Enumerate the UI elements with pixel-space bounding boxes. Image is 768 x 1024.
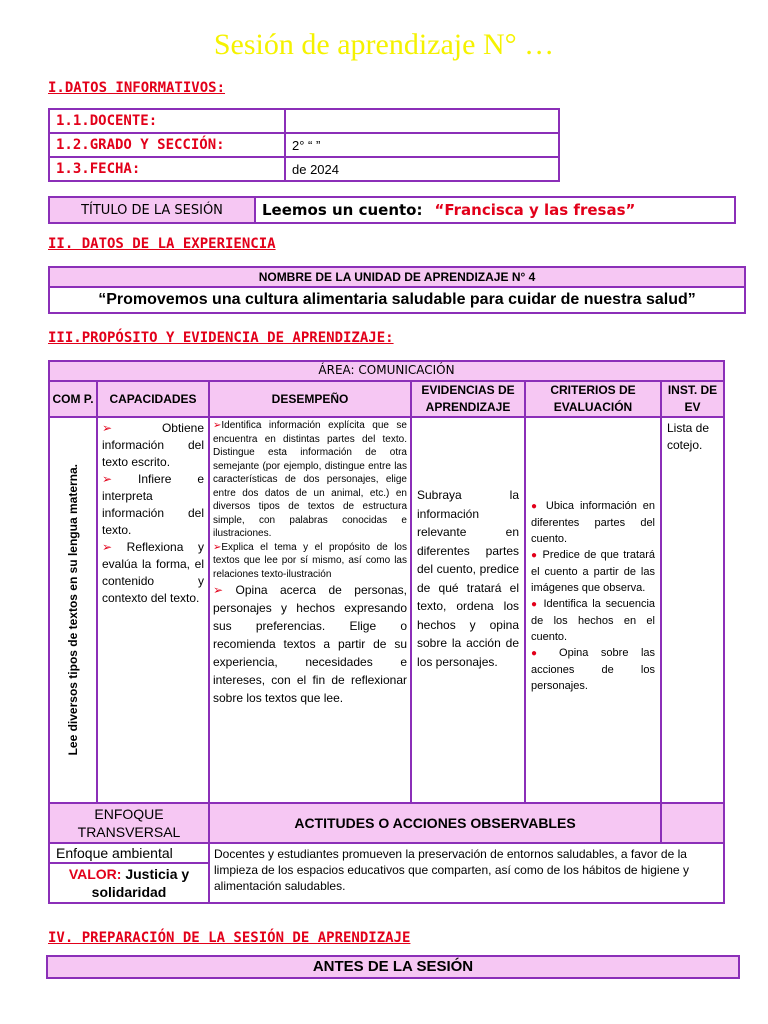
criterio-item: ● Opina sobre las acciones de los personajes. <box>531 647 656 692</box>
arrow-bullet-icon: ➢ <box>102 540 113 554</box>
arrow-bullet-icon: ➢ <box>213 541 222 553</box>
enfoque-header: ENFOQUE TRANSVERSAL <box>49 803 209 843</box>
session-title-value <box>256 198 734 222</box>
unidad-name: “Promovemos una cultura alimentaria saludable para cuidar de nuestra salud” <box>49 287 745 313</box>
arrow-bullet-icon: ➢ <box>102 472 113 486</box>
arrow-bullet-icon: ➢ <box>213 420 222 431</box>
section-heading-experiencia: II. DATOS DE LA EXPERIENCIA <box>48 236 276 252</box>
table-row <box>49 157 559 181</box>
desempeno-item: ➢Identifica información explícita que se encuentra en distintas partes del texto. Distingue esta información de otra semejante (por ejemplo, distingue entre las características de dos personajes, elige entre dos datos de un animal, etc.) en diversos tipos de textos de estructura simple, con palabras conocidas e ilustraciones. <box>213 420 407 539</box>
col-evidencias: EVIDENCIAS DE APRENDIZAJE <box>411 381 525 417</box>
criterio-item: ● Predice de que tratará el cuento a partir de las imágenes que observa. <box>531 549 655 594</box>
dot-bullet-icon: ● <box>531 501 540 512</box>
col-criterios: CRITERIOS DE EVALUACIÓN <box>525 381 661 417</box>
col-desempeno: DESEMPEÑO <box>209 381 411 417</box>
datos-value: 2° “ ” <box>285 133 559 157</box>
valor-label: VALOR: <box>68 866 122 882</box>
arrow-bullet-icon: ➢ <box>102 421 113 435</box>
session-title-name: “Francisca y las fresas” <box>434 201 636 219</box>
col-capacidades: CAPACIDADES <box>97 381 209 417</box>
session-title-lead: Leemos un cuento: <box>262 201 423 219</box>
capacidad-item: ➢ Obtiene información del texto escrito. <box>102 421 204 469</box>
desempeno-item: ➢Explica el tema y el propósito de los textos que lee por sí mismo, así como las relaciones texto-ilustración <box>213 541 407 580</box>
session-title-label: TÍTULO DE LA SESIÓN <box>50 198 256 222</box>
unidad-header: NOMBRE DE LA UNIDAD DE APRENDIZAJE N° 4 <box>49 267 745 287</box>
dot-bullet-icon: ● <box>531 550 539 561</box>
dot-bullet-icon: ● <box>531 648 547 659</box>
page-title: Sesión de aprendizaje N° … <box>213 28 555 61</box>
capacidad-item: ➢ Reflexiona y evalúa la forma, el contenido y contexto del texto. <box>102 540 204 605</box>
datos-label: 1.3.FECHA: <box>49 157 285 181</box>
desempeno-item: ➢ Opina acerca de personas, personajes y hechos expresando sus preferencias. Elige o recomienda textos a partir de su experiencia, necesidades e intereses, con el fin de reflexionar sobre los textos que lee. <box>213 583 407 705</box>
enfoque-name: Enfoque ambiental <box>49 843 209 863</box>
col-inst: INST. DE EV <box>661 381 724 417</box>
capacidad-item: ➢ Infiere e interpreta información del texto. <box>102 472 204 537</box>
criterio-item: ● Ubica información en diferentes partes del cuento. <box>531 500 655 545</box>
valor-value: Justicia y solidaridad <box>91 866 190 900</box>
datos-table <box>48 108 560 182</box>
table-row <box>49 109 559 133</box>
section-heading-preparacion: IV. PREPARACIÓN DE LA SESIÓN DE APRENDIZAJE <box>48 930 411 946</box>
session-title-box <box>48 196 736 224</box>
arrow-bullet-icon: ➢ <box>213 583 224 597</box>
datos-label: 1.2.GRADO Y SECCIÓN: <box>49 133 285 157</box>
section-heading-proposito: III.PROPÓSITO Y EVIDENCIA DE APRENDIZAJE: <box>48 330 394 346</box>
evidencia-text: Subraya la información relevante en diferentes partes del cuento, predice de qué tratará el texto, ordena los hechos y opina sobre la acción de los personajes. <box>417 488 519 669</box>
datos-value: de 2024 <box>285 157 559 181</box>
proposito-table <box>48 360 725 904</box>
valor-cell <box>49 863 209 903</box>
datos-label: 1.1.DOCENTE: <box>49 109 285 133</box>
competencia: Lee diversos tipos de textos en su lengua materna. <box>65 464 80 756</box>
section-heading-datos: I.DATOS INFORMATIVOS: <box>48 80 226 96</box>
actitud-text: Docentes y estudiantes promueven la preservación de entornos saludables, a favor de la limpieza de los espacios educativos que comparten, así como de los hábitos de higiene y alimentación saludables. <box>209 843 724 903</box>
actitudes-header: ACTITUDES O ACCIONES OBSERVABLES <box>209 803 661 843</box>
dot-bullet-icon: ● <box>531 599 539 610</box>
col-comp: COM P. <box>49 381 97 417</box>
area-header: ÁREA: COMUNICACIÓN <box>49 361 724 381</box>
antes-header: ANTES DE LA SESIÓN <box>46 955 740 979</box>
table-row <box>49 133 559 157</box>
instrumento: Lista de cotejo. <box>667 421 710 452</box>
datos-value <box>285 109 559 133</box>
criterio-item: ● Identifica la secuencia de los hechos en el cuento. <box>531 598 656 643</box>
unidad-table <box>48 266 746 314</box>
